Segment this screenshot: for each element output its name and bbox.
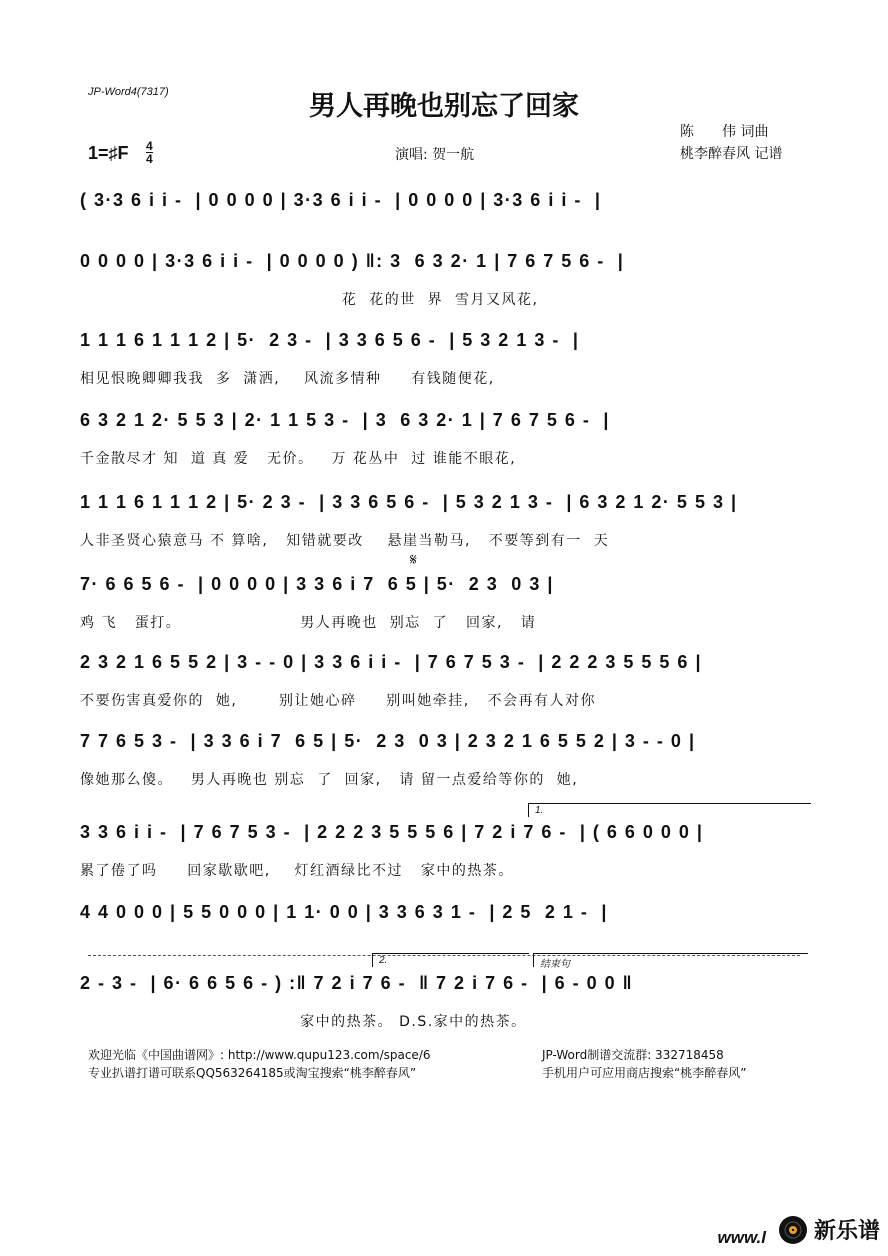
- coda-bracket: [533, 953, 808, 970]
- lyrics-line: 鸡 飞 蛋打。 男人再晚也 别忘 了 回家, 请: [80, 615, 537, 631]
- second-ending-label: 2.: [379, 955, 388, 966]
- time-signature: [146, 140, 153, 165]
- coda-label: 结束句: [540, 959, 570, 970]
- footer-website-note: 欢迎光临《中国曲谱网》: http://www.qupu123.com/space/6: [88, 1048, 431, 1062]
- first-ending-label: 1.: [535, 805, 544, 816]
- notation-line: 7· 6 6 5 6 - | 0 0 0 0 | 3 3 6 i 7 6 5 | 5· 2 3 0 3 |: [80, 573, 554, 594]
- footer-mobile-note: 手机用户可应用商店搜索“桃李醉春风”: [542, 1066, 747, 1080]
- footer-contact-note: 专业扒谱打谱可联系QQ563264185或淘宝搜索“桃李醉春风”: [88, 1066, 417, 1080]
- time-signature-bottom: 4: [146, 152, 153, 166]
- notation-line: 0 0 0 0 | 3·3 6 i i - | 0 0 0 0 ) ‖: 3 6 3 2· 1 | 7 6 7 5 6 - |: [80, 250, 625, 271]
- second-ending-bracket: [372, 953, 529, 967]
- notation-line: 2 - 3 - | 6· 6 6 5 6 - ) :‖ 7 2 i 7 6 - ‖ 7 2 i 7 6 - | 6 - 0 0 ‖: [80, 972, 634, 993]
- singer-credit: 演唱: 贺一航: [395, 147, 475, 163]
- lyrics-line: 花 花的世 界 雪月又风花,: [80, 292, 539, 308]
- lyrics-line: 相见恨晚卿卿我我 多 潇洒, 风流多情种 有钱随便花,: [80, 371, 495, 387]
- notation-line: 4 4 0 0 0 | 5 5 0 0 0 | 1 1· 0 0 | 3 3 6 3 1 - | 2 5 2 1 - |: [80, 901, 608, 922]
- vinyl-record-icon: [778, 1215, 808, 1245]
- lyrics-line: 累了倦了吗 回家歇歇吧, 灯红酒绿比不过 家中的热茶。: [80, 863, 514, 879]
- segno-sign: 𝄋: [410, 550, 417, 569]
- first-ending-bracket: [528, 803, 811, 817]
- lyrics-line: 千金散尽才 知 道 真 爱 无价。 万 花丛中 过 谁能不眼花,: [80, 451, 517, 467]
- composer-credit: 陈 伟 词曲: [680, 124, 769, 140]
- notation-line: 6 3 2 1 2· 5 5 3 | 2· 1 1 5 3 - | 3 6 3 2· 1 | 7 6 7 5 6 - |: [80, 409, 610, 430]
- notation-line: 3 3 6 i i - | 7 6 7 5 3 - | 2 2 2 3 5 5 5 6 | 7 2 i 7 6 - | ( 6 6 0 0 0 |: [80, 821, 704, 842]
- notation-line: ( 3·3 6 i i - | 0 0 0 0 | 3·3 6 i i - | 0 0 0 0 | 3·3 6 i i - |: [80, 189, 602, 210]
- notation-line: 7 7 6 5 3 - | 3 3 6 i 7 6 5 | 5· 2 3 0 3 | 2 3 2 1 6 5 5 2 | 3 - - 0 |: [80, 730, 696, 751]
- lyrics-line: 不要伤害真爱你的 她, 别让她心碎 别叫她牵挂, 不会再有人对你: [80, 693, 597, 709]
- lyrics-line: 像她那么傻。 男人再晚也 别忘 了 回家, 请 留一点爱给等你的 她,: [80, 772, 579, 788]
- footer-group-note: JP-Word制谱交流群: 332718458: [542, 1048, 724, 1062]
- transcriber-credit: 桃李醉春风 记谱: [680, 146, 783, 162]
- key-signature: 1=♯F: [88, 143, 129, 163]
- time-signature-top: 4: [146, 139, 153, 153]
- lyrics-line: 家中的热茶。 D.S.家中的热茶。: [80, 1014, 527, 1030]
- notation-line: 2 3 2 1 6 5 5 2 | 3 - - 0 | 3 3 6 i i - | 7 6 7 5 3 - | 2 2 2 3 5 5 5 6 |: [80, 651, 702, 672]
- song-title: 男人再晚也别忘了回家: [309, 91, 579, 122]
- lyrics-line: 人非圣贤心猿意马 不 算啥, 知错就要改 悬崖当勒马, 不要等到有一 天: [80, 533, 610, 549]
- logo-text: 新乐谱: [813, 1219, 880, 1244]
- site-watermark: www.l: [717, 1228, 766, 1247]
- notation-line: 1 1 1 6 1 1 1 2 | 5· 2 3 - | 3 3 6 5 6 - | 5 3 2 1 3 - | 6 3 2 1 2· 5 5 3 |: [80, 491, 738, 512]
- site-logo: [778, 1214, 880, 1245]
- notation-line: 1 1 1 6 1 1 1 2 | 5· 2 3 - | 3 3 6 5 6 - | 5 3 2 1 3 - |: [80, 329, 580, 350]
- software-label: JP-Word4(7317): [88, 86, 169, 98]
